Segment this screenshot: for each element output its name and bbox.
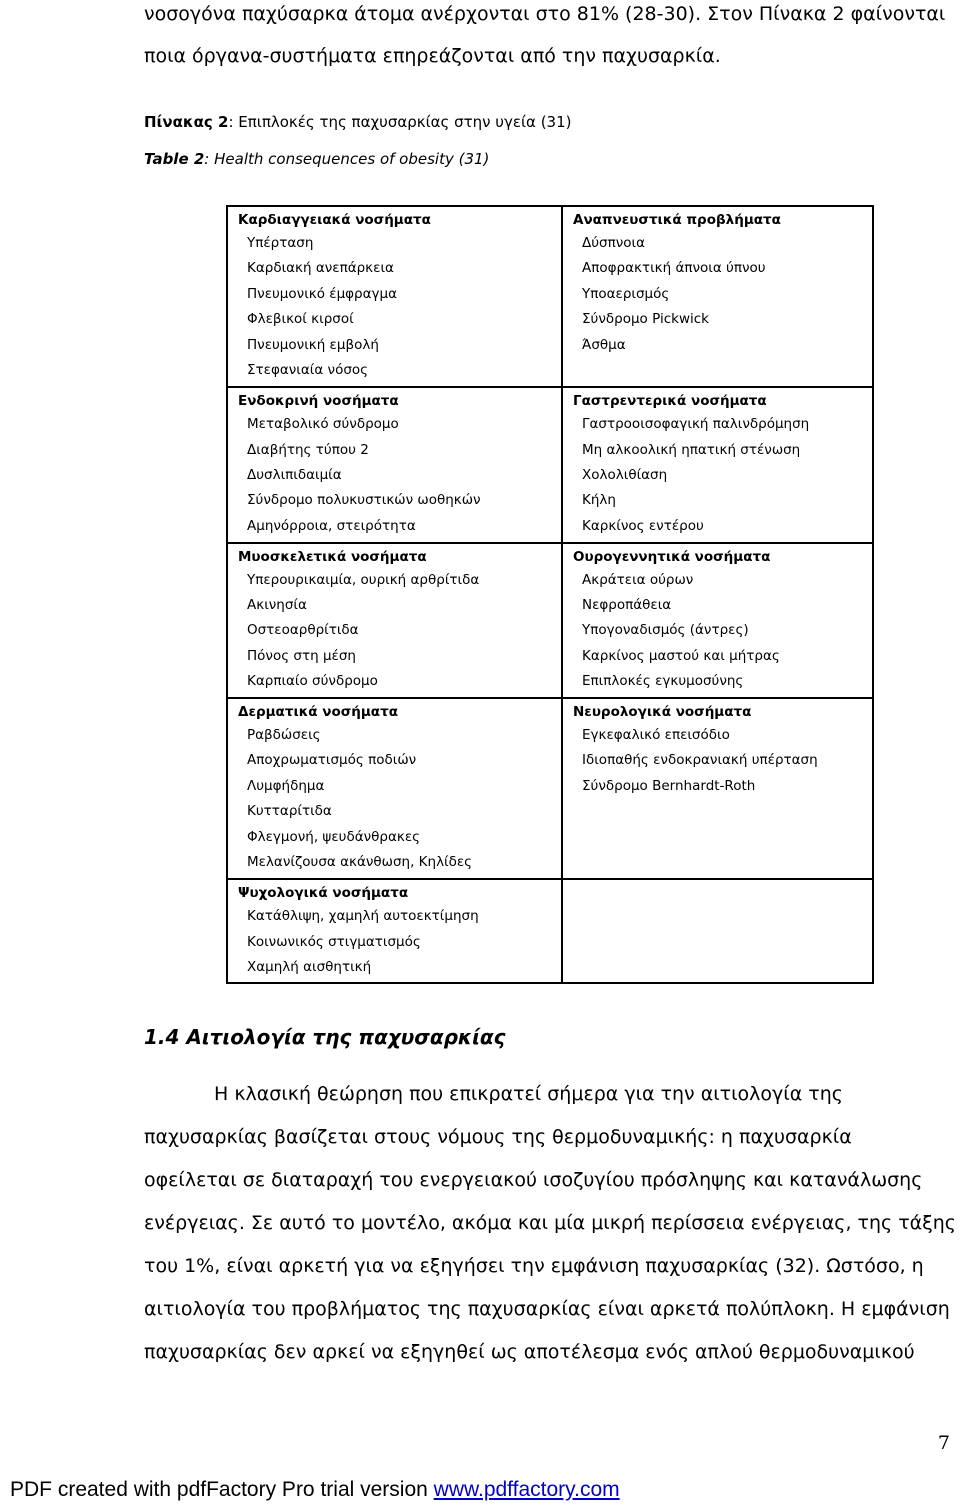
category-header: Ψυχολογικά νοσήματα	[238, 885, 409, 902]
category-header: Μυοσκελετικά νοσήματα	[238, 548, 427, 565]
condition-item: Κυτταρίτιδα	[247, 803, 332, 820]
condition-item: Δύσπνοια	[582, 235, 645, 251]
caption-greek-label: Πίνακας 2	[144, 113, 229, 131]
condition-item: Σύνδρομο πολυκυστικών ωοθηκών	[247, 492, 481, 509]
condition-item: Άσθμα	[582, 336, 626, 353]
table-row	[227, 206, 873, 387]
condition-item: Μη αλκοολική ηπατική στένωση	[582, 441, 801, 458]
condition-item: Λυμφήδημα	[247, 777, 325, 794]
table-row	[227, 543, 873, 698]
condition-item: Καρδιακή ανεπάρκεια	[247, 260, 394, 277]
condition-item: Υπογοναδισμός (άντρες)	[582, 622, 749, 639]
table-row	[227, 698, 873, 879]
condition-item: Διαβήτης τύπου 2	[247, 441, 369, 458]
table-cell-left	[227, 543, 562, 698]
table-caption-greek	[144, 112, 572, 132]
table-row	[227, 879, 873, 983]
table-cell-left	[227, 206, 562, 387]
category-header: Ενδοκρινή νοσήματα	[238, 393, 399, 410]
section-heading: 1.4 Αιτιολογία της παχυσαρκίας	[144, 1025, 506, 1049]
condition-item: Φλεγμονή, ψευδάνθρακες	[247, 828, 421, 845]
intro-line-2: ποια όργανα-συστήματα επηρεάζονται από την παχυσαρκία.	[144, 45, 721, 67]
category-header: Καρδιαγγειακά νοσήματα	[238, 212, 431, 228]
condition-item: Υπερουρικαιμία, ουρική αρθρίτιδα	[247, 571, 480, 588]
condition-item: Σύνδρομο Pickwick	[582, 311, 709, 328]
condition-item: Κοινωνικός στιγματισμός	[247, 933, 421, 950]
table-cell-right	[562, 206, 873, 387]
condition-item: Επιπλοκές εγκυμοσύνης	[582, 673, 744, 690]
page-number: 7	[937, 1432, 950, 1454]
paragraph-line: Η κλασική θεώρηση που επικρατεί σήμερα για την αιτιολογία της	[214, 1083, 843, 1105]
condition-item: Νεφροπάθεια	[582, 596, 672, 613]
table-caption-english	[144, 149, 489, 169]
condition-item: Οστεοαρθρίτιδα	[247, 622, 359, 639]
condition-item: Πνευμονικό έμφραγμα	[247, 285, 398, 302]
footer-link[interactable]: www.pdffactory.com	[433, 1478, 620, 1501]
condition-item: Ακινησία	[247, 596, 307, 613]
paragraph-line: παχυσαρκίας βασίζεται στους νόμους της θερμοδυναμικής: η παχυσαρκία	[144, 1126, 852, 1148]
category-header: Δερματικά νοσήματα	[238, 703, 398, 720]
condition-item: Εγκεφαλικό επεισόδιο	[582, 726, 730, 743]
table-cell-right	[562, 543, 873, 698]
table-row	[227, 387, 873, 542]
table-cell-right	[562, 879, 873, 983]
footer-text: PDF created with pdfFactory Pro trial version	[10, 1478, 434, 1501]
condition-item: Κήλη	[582, 492, 616, 509]
condition-item: Χολολιθίαση	[582, 467, 668, 483]
condition-item: Ακράτεια ούρων	[582, 571, 694, 588]
condition-item: Πνευμονική εμβολή	[247, 336, 379, 353]
table-cell-right	[562, 698, 873, 879]
table-cell-right	[562, 387, 873, 542]
caption-english-label: Table 2	[144, 150, 205, 168]
paragraph-line: ενέργειας. Σε αυτό το μοντέλο, ακόμα και μία μικρή περίσσεια ενέργειας, της τάξης	[144, 1212, 956, 1234]
condition-item: Αμηνόρροια, στειρότητα	[247, 517, 416, 534]
condition-item: Ραβδώσεις	[247, 726, 321, 743]
intro-line-1: νοσογόνα παχύσαρκα άτομα ανέρχονται στο 81% (28-30). Στον Πίνακα 2 φαίνονται	[144, 3, 946, 25]
table-cell-left	[227, 879, 562, 983]
condition-item: Υποαερισμός	[582, 285, 670, 302]
condition-item: Ιδιοπαθής ενδοκρανιακή υπέρταση	[582, 752, 818, 769]
table-cell-left	[227, 698, 562, 879]
condition-item: Καρκίνος μαστού και μήτρας	[582, 647, 780, 664]
condition-item: Σύνδρομο Bernhardt-Roth	[582, 777, 756, 794]
obesity-consequences-table	[226, 205, 874, 984]
paragraph-line: του 1%, είναι αρκετή για να εξηγήσει την εμφάνιση παχυσαρκίας (32). Ωστόσο, η	[144, 1255, 924, 1277]
condition-item: Κατάθλιψη, χαμηλή αυτοεκτίμηση	[247, 908, 479, 925]
condition-item: Υπέρταση	[247, 235, 314, 251]
paragraph-line: παχυσαρκίας δεν αρκεί να εξηγηθεί ως αποτέλεσμα ενός απλού θερμοδυναμικού	[144, 1341, 915, 1363]
category-header: Ουρογεννητικά νοσήματα	[573, 548, 771, 565]
condition-item: Μελανίζουσα ακάνθωση, Κηλίδες	[247, 854, 473, 870]
paragraph-line: οφείλεται σε διαταραχή του ενεργειακού ισοζυγίου πρόσληψης και κατανάλωσης	[144, 1169, 923, 1191]
condition-item: Φλεβικοί κιρσοί	[247, 311, 354, 328]
condition-item: Μεταβολικό σύνδρομο	[247, 416, 399, 433]
condition-item: Στεφανιαία νόσος	[247, 362, 369, 379]
condition-item: Αποχρωματισμός ποδιών	[247, 752, 417, 769]
condition-item: Πόνος στη μέση	[247, 647, 356, 664]
caption-greek-text: : Επιπλοκές της παχυσαρκίας στην υγεία (31)	[228, 113, 572, 131]
caption-english-text: : Health consequences of obesity (31)	[204, 150, 490, 168]
condition-item: Γαστροοισοφαγική παλινδρόμηση	[582, 416, 810, 433]
category-header: Αναπνευστικά προβλήματα	[573, 212, 781, 228]
paragraph-line: αιτιολογία του προβλήματος της παχυσαρκίας είναι αρκετά πολύπλοκη. Η εμφάνιση	[144, 1298, 950, 1320]
category-header: Νευρολογικά νοσήματα	[573, 703, 752, 720]
table-cell-left	[227, 387, 562, 542]
category-header: Γαστρεντερικά νοσήματα	[573, 393, 767, 410]
condition-item: Χαμηλή αισθητική	[247, 958, 372, 975]
pdf-footer	[10, 1478, 620, 1502]
condition-item: Αποφρακτική άπνοια ύπνου	[582, 260, 766, 277]
condition-item: Δυσλιπιδαιμία	[247, 467, 342, 483]
condition-item: Καρκίνος εντέρου	[582, 517, 704, 534]
condition-item: Καρπιαίο σύνδρομο	[247, 673, 378, 690]
